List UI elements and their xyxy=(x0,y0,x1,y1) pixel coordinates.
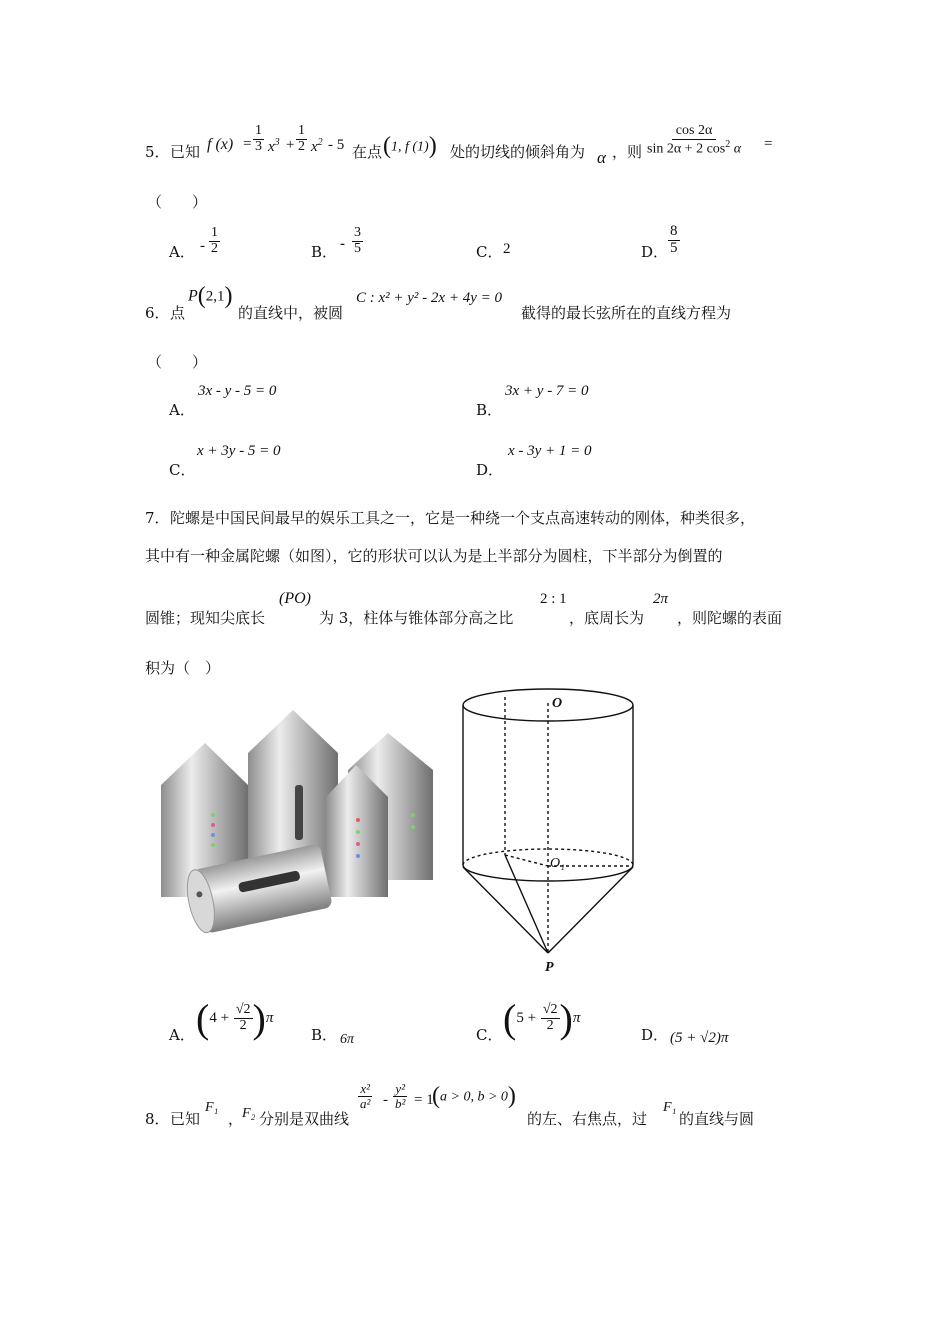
q5-option-a-label[interactable]: A． xyxy=(169,243,195,261)
q5-option-b-value: $\frac{3}{5}$ xyxy=(354,225,361,256)
q5-end-eq: = xyxy=(764,136,773,152)
q5-answer-paren: （ ） xyxy=(147,193,208,211)
q5-text-4: ，则 xyxy=(612,143,643,161)
q7-option-a-label[interactable]: A． xyxy=(169,1026,195,1044)
q5-option-a-sign: - xyxy=(200,238,205,254)
q7-option-b-label[interactable]: B． xyxy=(311,1026,338,1044)
q6-text-3: 截得的最长弦所在的直线方程为 xyxy=(521,304,732,322)
q8-f2: F₂ xyxy=(242,1106,256,1121)
q6-option-c-label[interactable]: C． xyxy=(169,461,196,479)
q5-frac-1-2: $\frac{1}{2}$ xyxy=(298,123,305,154)
q6-answer-paren: （ ） xyxy=(147,353,208,371)
metal-tops-photo xyxy=(158,705,440,940)
q6-point-p: P(2,1) xyxy=(188,283,233,309)
q5-minus5: - 5 xyxy=(328,137,345,153)
q6-option-a-value: 3x - y - 5 = 0 xyxy=(198,383,277,399)
q5-option-a-value: $\frac{1}{2}$ xyxy=(211,225,218,256)
q8-text-2: 分别是双曲线 xyxy=(259,1110,350,1128)
q6-circle-equation: C : x² + y² - 2x + 4y = 0 xyxy=(356,290,502,306)
q8-rhs: = 1 xyxy=(414,1092,434,1108)
q6-option-b-label[interactable]: B． xyxy=(476,401,503,419)
q6-option-d-value: x - 3y + 1 = 0 xyxy=(508,443,592,459)
q5-option-c-label[interactable]: C． xyxy=(476,243,503,261)
q5-option-b-sign: - xyxy=(340,236,345,252)
q5-x3: $x^3$ xyxy=(268,137,280,155)
q6-number: 6． xyxy=(145,304,170,322)
q7-two-pi: 2π xyxy=(653,591,669,607)
q5-fx: f (x) xyxy=(207,136,234,153)
q8-text-4: 的直线与圆 xyxy=(679,1110,755,1128)
q5-text-2: 在点 xyxy=(352,143,383,161)
q5-point: (1, f (1)) xyxy=(383,133,437,159)
q8-comma: ， xyxy=(228,1110,244,1128)
q7-line-3b: 为 3，柱体与锥体部分高之比 xyxy=(319,609,514,627)
q5-option-d-label[interactable]: D． xyxy=(641,243,669,261)
cylinder-cone-diagram xyxy=(460,685,640,975)
q5-alpha: α xyxy=(597,148,606,167)
q7-option-b-value: 6π xyxy=(340,1032,355,1047)
q7-option-d-value: (5 + √2)π xyxy=(670,1030,729,1046)
q5-option-c-value: 2 xyxy=(503,241,511,257)
q5-text-3: 处的切线的倾斜角为 xyxy=(450,143,586,161)
q7-ratio: 2 : 1 xyxy=(540,591,567,607)
q8-f1: F₁ xyxy=(205,1100,219,1115)
q7-line-3c: ，底周长为 xyxy=(569,609,645,627)
q5-eq: = xyxy=(243,136,252,152)
q6-option-a-label[interactable]: A． xyxy=(169,401,195,419)
q6-option-b-value: 3x + y - 7 = 0 xyxy=(505,383,589,399)
q5-x2: $x^2$ xyxy=(311,137,323,155)
q8-text-3: 的左、右焦点，过 xyxy=(527,1110,648,1128)
q7-po: (PO) xyxy=(279,590,311,607)
q7-number: 7． xyxy=(145,509,170,527)
q7-line-3a: 圆锥；现知尖底长 xyxy=(145,609,266,627)
q8-text-1: 已知 xyxy=(170,1110,201,1128)
q6-text-2: 的直线中，被圆 xyxy=(238,304,344,322)
q7-line-3d: ，则陀螺的表面 xyxy=(677,609,783,627)
q5-frac-1-3: $\frac{1}{3}$ xyxy=(255,123,262,154)
q8-f1-second: F₁ xyxy=(663,1100,677,1115)
q5-option-d-value: $\frac{8}{5}$ xyxy=(670,223,678,256)
q5-plus: + xyxy=(286,137,295,153)
q8-number: 8． xyxy=(145,1110,170,1128)
diagram-label-p: P xyxy=(545,960,554,975)
q5-main-fraction: $\frac{\cos 2\alpha}{\sin 2\alpha + 2 \cos^2 \alpha}$ xyxy=(647,123,742,157)
q6-option-c-value: x + 3y - 5 = 0 xyxy=(197,443,281,459)
q7-line-4: 积为（ ） xyxy=(145,659,221,677)
q5-number: 5． xyxy=(145,143,170,161)
q8-x-fraction: $\frac{\text{x²}}{\text{a²}}$ xyxy=(360,1081,371,1111)
diagram-label-o1: O₁ xyxy=(550,856,565,871)
q7-line-2: 其中有一种金属陀螺（如图），它的形状可以认为是上半部分为圆柱，下半部分为倒置的 xyxy=(145,547,723,565)
q7-option-d-label[interactable]: D． xyxy=(641,1026,669,1044)
q6-option-d-label[interactable]: D． xyxy=(476,461,504,479)
q7-option-c-value: (5 + $\frac{√2}{2}$ )π xyxy=(503,996,581,1041)
q5-option-b-label[interactable]: B． xyxy=(311,243,338,261)
q5-text-1: 已知 xyxy=(170,143,201,161)
q8-condition: (a > 0, b > 0) xyxy=(432,1083,516,1109)
diagram-label-o: O xyxy=(552,696,563,711)
q7-line-1: 陀螺是中国民间最早的娱乐工具之一，它是一种绕一个支点高速转动的刚体，种类很多， xyxy=(170,509,756,527)
q7-option-a-value: (4 + $\frac{√2}{2}$ )π xyxy=(196,996,274,1041)
q8-minus: - xyxy=(383,1092,388,1108)
q7-option-c-label[interactable]: C． xyxy=(476,1026,503,1044)
q6-text-1: 点 xyxy=(170,304,186,322)
q8-y-fraction: $\frac{\text{y²}}{\text{b²}}$ xyxy=(395,1081,406,1111)
